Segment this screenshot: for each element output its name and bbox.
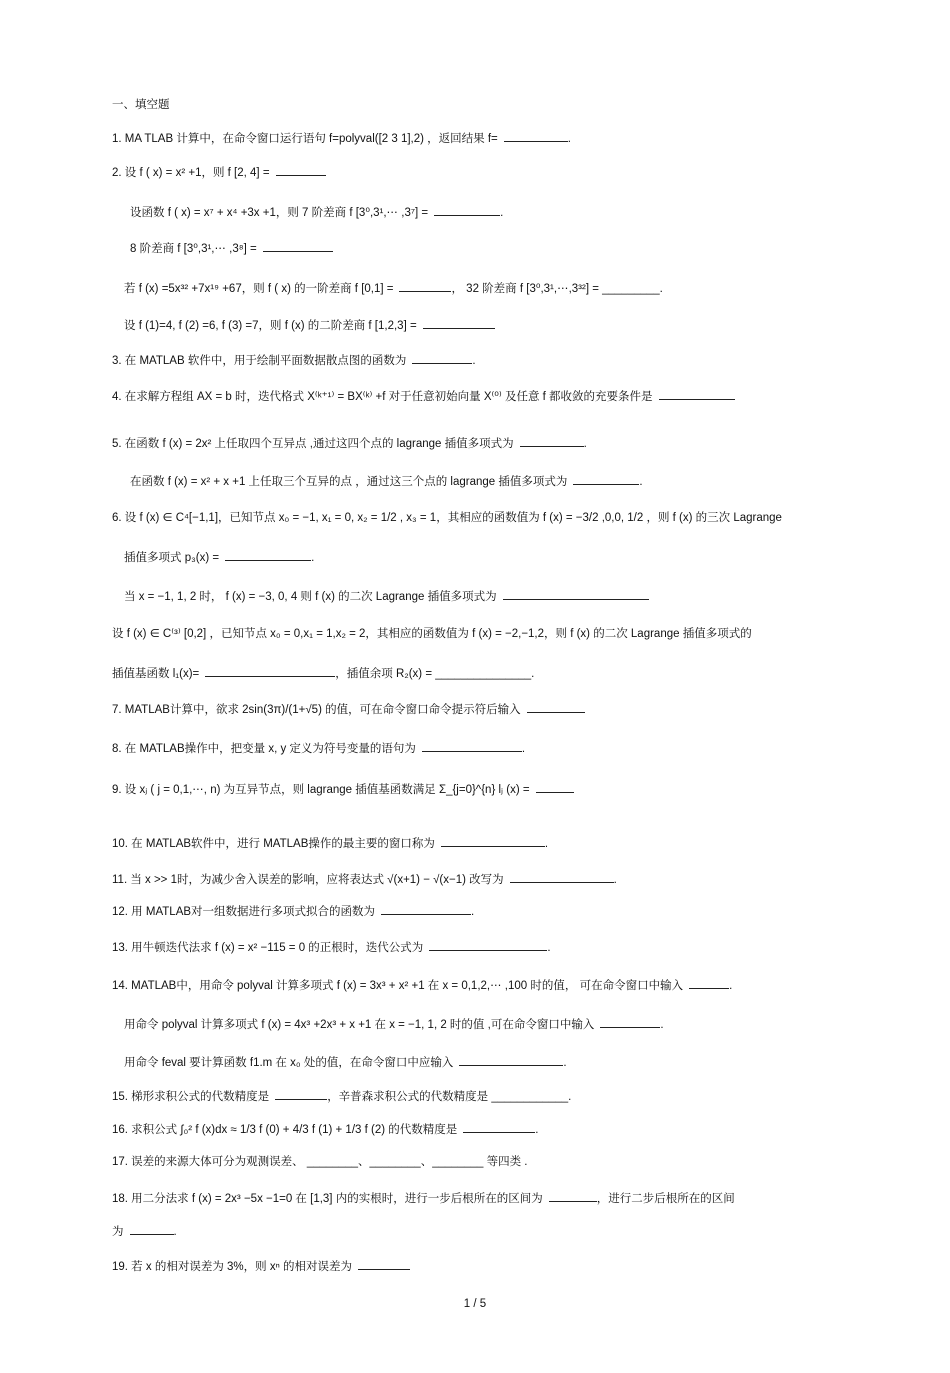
question-text: 用命令 polyval 计算多项式 f (x) = 4x³ +2x³ + x +1 在 x = −1, 1, 2 时的值 ,可在命令窗口中输入	[124, 1019, 595, 1031]
answer-blank[interactable]	[275, 1087, 327, 1100]
question-text: 若 f (x) =5x³² +7x¹⁹ +67，则 f ( x) 的一阶差商 f [0,1] =	[124, 283, 394, 295]
question-line	[112, 700, 585, 718]
question-tail: .	[544, 838, 549, 850]
question-text: 11. 当 x >> 1时，为减少舍入误差的影响，应将表达式 √(x+1) − √(x−1) 改写为	[112, 874, 504, 886]
question-text: 为	[112, 1226, 124, 1238]
answer-blank[interactable]	[130, 1222, 174, 1235]
answer-blank[interactable]	[434, 203, 500, 216]
answer-blank[interactable]	[422, 739, 522, 752]
question-tail: .	[639, 476, 643, 488]
answer-blank[interactable]	[412, 351, 472, 364]
question-line	[124, 1053, 567, 1071]
question-tail: .	[567, 133, 571, 145]
question-line	[112, 664, 534, 682]
question-text: 7. MATLAB计算中，欲求 2sin(3π)/(1+√5) 的值，可在命令窗口命令提示符后输入	[112, 704, 521, 716]
answer-blank[interactable]	[205, 664, 335, 677]
answer-blank[interactable]	[463, 1120, 535, 1133]
answer-blank[interactable]	[429, 938, 547, 951]
question-tail: .	[729, 980, 733, 992]
question-line	[112, 1154, 527, 1170]
question-text: 17. 误差的来源大体可分为观测误差、 ________、________、________ 等四类 .	[112, 1156, 528, 1168]
question-text: 12. 用 MATLAB对一组数据进行多项式拟合的函数为	[112, 906, 376, 918]
answer-blank[interactable]	[441, 834, 545, 847]
question-line	[112, 129, 571, 147]
question-line	[124, 587, 649, 605]
question-line	[112, 510, 782, 526]
question-tail: .	[311, 552, 315, 564]
page-number: 1 / 5	[463, 1298, 487, 1310]
question-tail: ，插值余项 R₂(x) = _______________.	[335, 668, 535, 680]
question-line	[112, 1222, 177, 1240]
answer-blank[interactable]	[689, 976, 729, 989]
question-text: 设 f (1)=4, f (2) =6, f (3) =7，则 f (x) 的二阶差商 f [1,2,3] =	[124, 320, 417, 332]
answer-blank[interactable]	[459, 1053, 563, 1066]
answer-blank[interactable]	[600, 1015, 660, 1028]
question-tail: ，辛普森求积公式的代数精度是 ____________.	[327, 1091, 572, 1103]
question-line	[112, 163, 326, 181]
question-text: 2. 设 f ( x) = x² +1，则 f [2, 4] =	[112, 167, 270, 179]
question-text: 9. 设 xⱼ ( j = 0,1,⋯, n) 为互异节点，则 lagrange 插值基函数满足 Σ_{j=0}^{n} lⱼ (x) =	[112, 784, 530, 796]
question-tail: ，进行二步后根所在的区间	[596, 1193, 735, 1205]
question-text: 1. MA TLAB 计算中，在命令窗口运行语句 f=polyval([2 3 1],2) ，返回结果 f=	[112, 133, 498, 145]
question-text: 19. 若 x 的相对误差为 3%，则 xⁿ 的相对误差为	[112, 1261, 352, 1273]
question-text: 14. MATLAB中，用命令 polyval 计算多项式 f (x) = 3x³ + x² +1 在 x = 0,1,2,⋯ ,100 时的值， 可在命令窗口中输入	[112, 980, 684, 992]
question-line	[124, 279, 663, 297]
question-tail: .	[471, 906, 475, 918]
question-tail: .	[660, 1019, 664, 1031]
question-line	[112, 434, 587, 452]
question-text: 用命令 feval 要计算函数 f1.m 在 x₀ 处的值，在命令窗口中应输入	[124, 1057, 454, 1069]
question-text: 8. 在 MATLAB操作中，把变量 x, y 定义为符号变量的语句为	[112, 743, 416, 755]
question-text: 插值基函数 l₁(x)=	[112, 668, 200, 680]
question-tail: .	[583, 438, 587, 450]
answer-blank[interactable]	[358, 1257, 410, 1270]
question-line	[112, 780, 574, 798]
question-tail: ， 32 阶差商 f [3⁰,3¹,⋯,3³²] = _________.	[451, 283, 663, 295]
question-text: 18. 用二分法求 f (x) = 2x³ −5x −1=0 在 [1,3] 内的实根时，进行一步后根所在的区间为	[112, 1193, 543, 1205]
question-line	[112, 902, 474, 920]
question-tail: .	[472, 355, 476, 367]
question-text: 插值多项式 p₃(x) =	[124, 552, 220, 564]
question-line	[112, 976, 732, 994]
question-text: 4. 在求解方程组 AX = b 时，迭代格式 X⁽ᵏ⁺¹⁾ = BX⁽ᵏ⁾ +f 对于任意初始向量 X⁽⁰⁾ 及任意 f 都收敛的充要条件是	[112, 391, 653, 403]
question-line	[112, 1087, 571, 1105]
question-line	[112, 870, 617, 888]
question-text: 8 阶差商 f [3⁰,3¹,⋯ ,3⁸] =	[130, 243, 257, 255]
answer-blank[interactable]	[520, 434, 584, 447]
question-line	[130, 472, 643, 490]
answer-blank[interactable]	[503, 587, 649, 600]
question-line	[112, 938, 551, 956]
question-text: 设 f (x) ∈ C⁽³⁾ [0,2] ，已知节点 x₀ = 0,x₁ = 1,x₂ = 2，其相应的函数值为 f (x) = −2,−1,2，则 f (x) 的二次 Lagrange 插值多项式的	[112, 628, 752, 640]
question-tail: .	[535, 1124, 539, 1136]
question-line	[112, 1257, 410, 1275]
question-line	[130, 239, 333, 257]
answer-blank[interactable]	[549, 1189, 597, 1202]
question-line	[112, 351, 476, 369]
question-line	[130, 203, 503, 221]
question-text: 当 x = −1, 1, 2 时， f (x) = −3, 0, 4 则 f (x) 的二次 Lagrange 插值多项式为	[124, 591, 497, 603]
answer-blank[interactable]	[399, 279, 451, 292]
question-text: 13. 用牛顿迭代法求 f (x) = x² −115 = 0 的正根时，迭代公式为	[112, 942, 424, 954]
question-text: 16. 求积公式 ∫₀² f (x)dx ≈ 1/3 f (0) + 4/3 f (1) + 1/3 f (2) 的代数精度是	[112, 1124, 458, 1136]
answer-blank[interactable]	[276, 163, 326, 176]
question-text: 设函数 f ( x) = x⁷ + x⁴ +3x +1，则 7 阶差商 f [3⁰,3¹,⋯ ,3⁷] =	[130, 207, 429, 219]
answer-blank[interactable]	[659, 387, 735, 400]
answer-blank[interactable]	[510, 870, 614, 883]
question-line	[112, 834, 548, 852]
question-line	[112, 1120, 538, 1138]
answer-blank[interactable]	[263, 239, 333, 252]
question-line	[112, 626, 752, 642]
question-tail: .	[500, 207, 504, 219]
question-tail: .	[563, 1057, 567, 1069]
question-line	[124, 1015, 664, 1033]
answer-blank[interactable]	[423, 316, 495, 329]
question-text: 3. 在 MATLAB 软件中，用于绘制平面数据散点图的函数为	[112, 355, 407, 367]
answer-blank[interactable]	[381, 902, 471, 915]
answer-blank[interactable]	[536, 780, 574, 793]
question-text: 5. 在函数 f (x) = 2x² 上任取四个互异点 ,通过这四个点的 lagrange 插值多项式为	[112, 438, 514, 450]
question-tail: .	[547, 942, 551, 954]
question-tail: .	[173, 1226, 177, 1238]
question-text: 在函数 f (x) = x² + x +1 上任取三个互异的点 ，通过这三个点的 lagrange 插值多项式为	[130, 476, 568, 488]
answer-blank[interactable]	[504, 129, 568, 142]
section-title: 一、填空题	[112, 99, 170, 111]
question-line	[124, 316, 495, 334]
answer-blank[interactable]	[573, 472, 639, 485]
answer-blank[interactable]	[225, 548, 311, 561]
question-text: 6. 设 f (x) ∈ C⁴[−1,1]，已知节点 x₀ = −1, x₁ = 0, x₂ = 1/2 , x₃ = 1，其相应的函数值为 f (x) = −3/2 ,0,0, 1/2 ，则 f (x) 的三次 Lagrange	[112, 512, 782, 524]
question-line	[112, 387, 735, 405]
question-text: 10. 在 MATLAB软件中，进行 MATLAB操作的最主要的窗口称为	[112, 838, 435, 850]
question-text: 15. 梯形求积公式的代数精度是	[112, 1091, 270, 1103]
question-tail: .	[521, 743, 526, 755]
question-line	[124, 548, 314, 566]
question-tail: .	[613, 874, 617, 886]
answer-blank[interactable]	[527, 700, 585, 713]
question-line	[112, 739, 525, 757]
question-line	[112, 1189, 735, 1207]
